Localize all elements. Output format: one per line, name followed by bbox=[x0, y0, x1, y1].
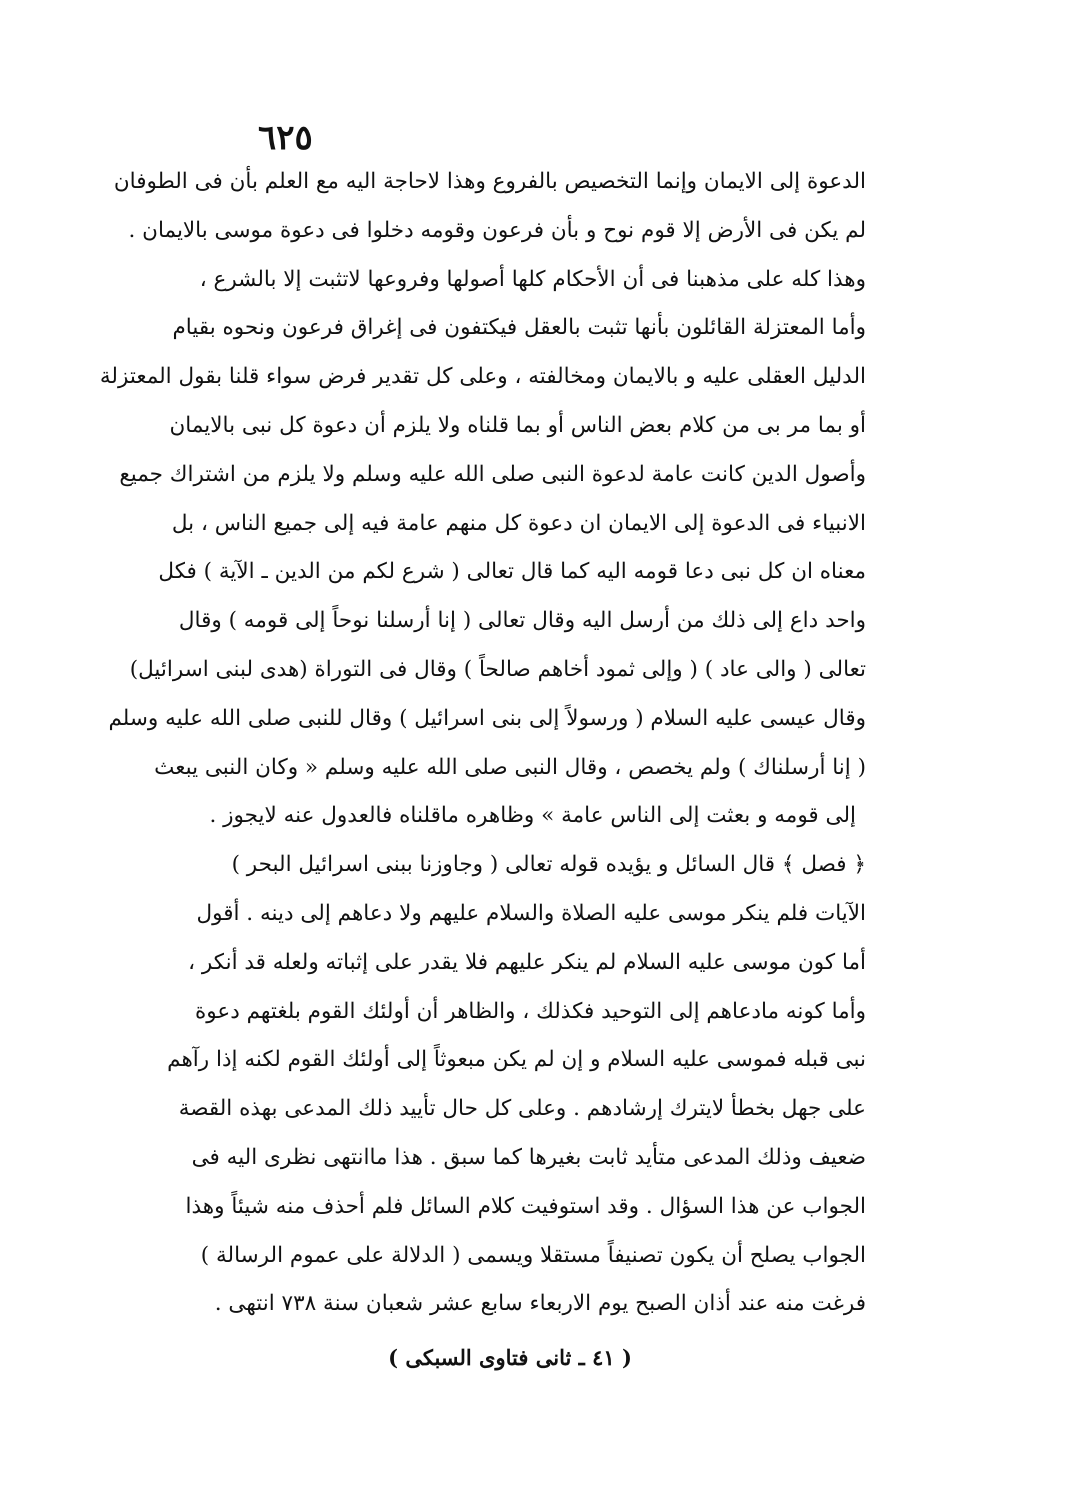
text-line: وقال عيسى عليه السلام ( ورسولاً إلى بنى اسرائيل ) وقال للنبى صلى الله عليه وسلم bbox=[108, 705, 866, 731]
text-line: فرغت منه عند أذان الصبح يوم الاربعاء سابع عشر شعبان سنة ٧٣٨ انتهى . bbox=[214, 1291, 866, 1317]
section-heading-line: ﴿ فصل ﴾ قال السائل و يؤيده قوله تعالى ( وجاوزنا ببنى اسرائيل البحر ) bbox=[231, 852, 866, 878]
text-line: الانبياء فى الدعوة إلى الايمان ان دعوة كل منهم عامة فيه إلى جميع الناس ، بل bbox=[171, 510, 866, 536]
text-line: الآيات فلم ينكر موسى عليه الصلاة والسلام عليهم ولا دعاهم إلى دينه . أقول bbox=[196, 900, 866, 926]
text-line: تعالى ( والى عاد ) ( وإلى ثمود أخاهم صالحاً ) وقال فى التوراة (هدى لبنى اسرائيل) bbox=[129, 656, 866, 682]
text-line: وأما كونه مادعاهم إلى التوحيد فكذلك ، والظاهر أن أولئك القوم بلغتهم دعوة bbox=[195, 998, 866, 1024]
text-line: ضعيف وذلك المدعى متأيد ثابت بغيرها كما سبق . هذا ماانتهى نظرى اليه فى bbox=[191, 1144, 866, 1170]
text-line: وأما المعتزلة القائلون بأنها تثبت بالعقل فيكتفون فى إغراق فرعون ونحوه بقيام bbox=[172, 315, 866, 341]
page-footer: ( ٤١ ـ ثانى فتاوى السبكى ) bbox=[388, 1345, 632, 1370]
text-line: وهذا كله على مذهبنا فى أن الأحكام كلها أصولها وفروعها لاتثبت إلا بالشرع ، bbox=[199, 266, 866, 292]
text-line: واحد داع إلى ذلك من أرسل اليه وقال تعالى ( إنا أرسلنا نوحاً إلى قومه ) وقال bbox=[178, 608, 866, 634]
text-line: لم يكن فى الأرض إلا قوم نوح و بأن فرعون وقومه دخلوا فى دعوة موسى بالايمان . bbox=[128, 217, 866, 243]
text-line: معناه ان كل نبى دعا قومه اليه كما قال تعالى ( شرع لكم من الدين ـ الآية ) فكل bbox=[158, 559, 866, 585]
text-line: الدعوة إلى الايمان وإنما التخصيص بالفروع وهذا لاحاجة اليه مع العلم بأن فى الطوفان bbox=[113, 169, 866, 194]
text-line: أو بما مر بى من كلام بعض الناس أو بما قلناه ولا يلزم أن دعوة كل نبى بالايمان bbox=[169, 412, 866, 438]
text-line: نبى قبله فموسى عليه السلام و إن لم يكن مبعوثاً إلى أولئك القوم لكنه إذا رآهم bbox=[167, 1047, 866, 1073]
text-line: على جهل بخطأ لايترك إرشادهم . وعلى كل حال تأييد ذلك المدعى بهذه القصة bbox=[178, 1096, 866, 1122]
page-number: ٦٢٥ bbox=[258, 118, 313, 158]
text-line: إلى قومه و بعثت إلى الناس عامة » وظاهره ماقلناه فالعدول عنه لايجوز . bbox=[209, 803, 856, 829]
text-line: أما كون موسى عليه السلام لم ينكر عليهم فلا يقدر على إثباته ولعله قد أنكر ، bbox=[188, 949, 866, 975]
text-line: الجواب عن هذا السؤال . وقد استوفيت كلام السائل فلم أحذف منه شيئاً وهذا bbox=[185, 1193, 866, 1219]
text-line: الدليل العقلى عليه و بالايمان ومخالفته ، وعلى كل تقدير فرض سواء قلنا بقول المعتزلة bbox=[99, 364, 866, 390]
text-line: الجواب يصلح أن يكون تصنيفاً مستقلا ويسمى ( الدلالة على عموم الرسالة ) bbox=[200, 1242, 866, 1268]
text-line: ( إنا أرسلناك ) ولم يخصص ، وقال النبى صلى الله عليه وسلم « وكان النبى يبعث bbox=[154, 754, 866, 780]
body-text bbox=[99, 158, 866, 1329]
text-line: وأصول الدين كانت عامة لدعوة النبى صلى الله عليه وسلم ولا يلزم من اشتراك جميع bbox=[119, 461, 866, 487]
